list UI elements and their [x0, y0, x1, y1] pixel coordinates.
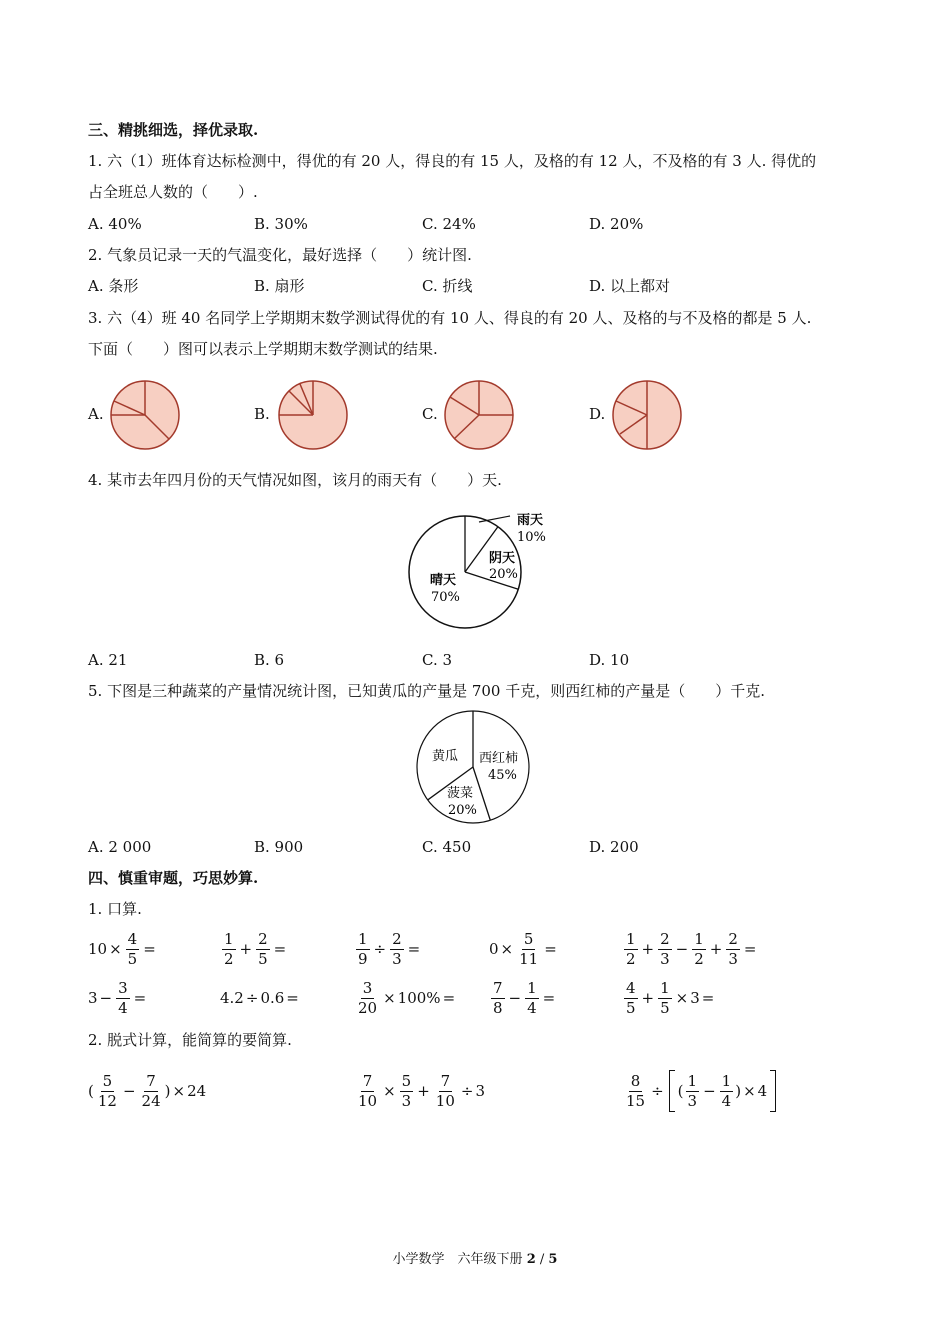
q4-text: 4. 某市去年四月份的天气情况如图，该月的雨天有（ ）天. — [88, 471, 502, 489]
q1-text-line2: 占全班总人数的（ ）. — [88, 183, 258, 201]
page-footer — [0, 1248, 950, 1267]
q5-slice-spinach-pct: 20% — [448, 803, 477, 818]
oral-calc-4: 0 × $\frac{5}{11}$ = — [489, 929, 557, 968]
section4-heading: 四、慎重审题，巧思妙算. — [88, 869, 259, 887]
q4-option-d: D. 10 — [589, 651, 630, 669]
q5-text: 5. 下图是三种蔬菜的产量情况统计图，已知黄瓜的产量是 700 千克，则西红柿的产量是（ ）千克. — [88, 682, 766, 700]
footer-total-pages: 5 — [548, 1252, 558, 1267]
q3-pie-d — [610, 378, 684, 452]
q3-pie-a — [108, 378, 182, 452]
oral-calc-10: $\frac{4}{5}$ + $\frac{1}{5}$ × 3 = — [626, 978, 715, 1017]
section4-sub1: 1. 口算. — [88, 900, 142, 918]
footer-separator: / — [539, 1252, 545, 1267]
oral-calc-1: 10 × $\frac{4}{5}$ = — [88, 929, 156, 968]
q1-text-line1: 1. 六（1）班体育达标检测中，得优的有 20 人，得良的有 15 人，及格的有 12 人，不及格的有 3 人. 得优的 — [88, 152, 817, 170]
q4-slice-rain-pct: 10% — [517, 530, 546, 545]
q4-option-b: B. 6 — [254, 651, 285, 669]
oral-calc-8: $\frac{3}{20}$ × 100% = — [358, 978, 456, 1017]
section3-heading: 三、精挑细选，择优录取. — [88, 121, 259, 139]
q4-slice-sunny-pct: 70% — [431, 590, 460, 605]
q4-weather-pie-chart — [400, 505, 560, 635]
q1-option-b: B. 30% — [254, 215, 308, 233]
step-calc-1: ( $\frac{5}{12}$ − $\frac{7}{24}$ ) × 24 — [88, 1071, 207, 1110]
q4-option-a: A. 21 — [88, 651, 128, 669]
q5-option-d: D. 200 — [589, 838, 639, 856]
q3-text-line2: 下面（ ）图可以表示上学期期末数学测试的结果. — [88, 340, 438, 358]
oral-calc-3: $\frac{1}{9}$ ÷ $\frac{2}{3}$ = — [358, 929, 421, 968]
q1-option-d: D. 20% — [589, 215, 644, 233]
oral-calc-7: 4.2 ÷ 0.6 = — [220, 989, 299, 1007]
q1-option-a: A. 40% — [88, 215, 142, 233]
q5-option-b: B. 900 — [254, 838, 304, 856]
q2-option-b: B. 扇形 — [254, 277, 305, 295]
q4-slice-sunny-name: 晴天 — [430, 573, 457, 588]
oral-calc-5: $\frac{1}{2}$ + $\frac{2}{3}$ − $\frac{1}{2}$ + $\frac{2}{3}$ = — [626, 929, 757, 968]
oral-calc-9: $\frac{7}{8}$ − $\frac{1}{4}$ = — [493, 978, 556, 1017]
q5-option-c: C. 450 — [422, 838, 472, 856]
oral-calc-2: $\frac{1}{2}$ + $\frac{2}{5}$ = — [224, 929, 287, 968]
q3-pie-d-label: D. — [589, 405, 606, 423]
q5-slice-spinach-name: 菠菜 — [447, 786, 474, 801]
q4-slice-cloudy-name: 阴天 — [489, 551, 516, 566]
q3-pie-a-label: A. — [88, 405, 104, 423]
q3-text-line1: 3. 六（4）班 40 名同学上学期期末数学测试得优的有 10 人、得良的有 20 人、及格的与不及格的都是 5 人. — [88, 309, 812, 327]
section4-sub2: 2. 脱式计算，能简算的要简算. — [88, 1031, 292, 1049]
q3-pie-c — [442, 378, 516, 452]
q5-slice-tomato-name: 西红柿 — [479, 751, 519, 766]
q5-slice-tomato-pct: 45% — [488, 768, 517, 783]
q3-pie-b-label: B. — [254, 405, 270, 423]
q5-vegetable-pie-chart — [410, 708, 540, 828]
q4-slice-cloudy-pct: 20% — [489, 567, 518, 582]
step-calc-2: $\frac{7}{10}$ × $\frac{5}{3}$ + $\frac{7}{10}$ ÷ 3 — [358, 1071, 486, 1110]
q3-pie-c-label: C. — [422, 405, 438, 423]
q5-slice-cucumber-name: 黄瓜 — [432, 749, 459, 764]
footer-page-number: 2 — [526, 1252, 536, 1267]
q4-option-c: C. 3 — [422, 651, 453, 669]
q2-text: 2. 气象员记录一天的气温变化，最好选择（ ）统计图. — [88, 246, 472, 264]
q1-option-c: C. 24% — [422, 215, 476, 233]
q2-option-a: A. 条形 — [88, 277, 139, 295]
q2-option-d: D. 以上都对 — [589, 277, 671, 295]
oral-calc-6: 3 − $\frac{3}{4}$ = — [88, 978, 147, 1017]
footer-text: 小学数学 六年级下册 — [392, 1252, 523, 1267]
q2-option-c: C. 折线 — [422, 277, 473, 295]
q3-pie-b — [276, 378, 350, 452]
q4-slice-rain-name: 雨天 — [517, 513, 544, 528]
q5-option-a: A. 2 000 — [88, 838, 152, 856]
step-calc-3: $\frac{8}{15}$ ÷ ( $\frac{1}{3}$ − $\frac{1}{4}$ ) × 4 — [622, 1068, 779, 1114]
